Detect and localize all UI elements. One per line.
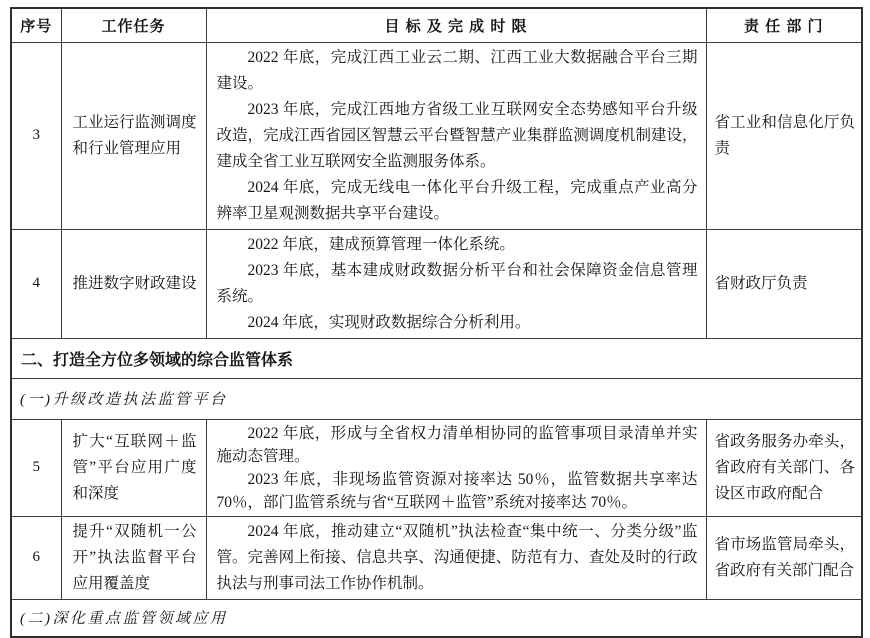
row5-task: 扩大“互联网＋监管”平台应用广度和深度: [61, 419, 206, 516]
row3-goals: [206, 42, 706, 229]
section-row-minor: [11, 599, 862, 637]
row3-goal-paragraph: 2023 年底，完成江西地方省级工业互联网安全态势感知平台升级改造，完成江西省园区智慧云平台暨智慧产业集群监测调度机制建设，建成全省工业互联网安全监测服务体系。: [216, 100, 698, 170]
row5-number: 5: [11, 419, 61, 516]
section-2-heading: 二、打造全方位多领域的综合监管体系: [11, 338, 862, 378]
table-row-task-6: [11, 516, 862, 599]
table-header-row: [11, 8, 862, 42]
table-row-task-3: [11, 42, 862, 229]
section-row-major: [11, 338, 862, 378]
row6-task: 提升“双随机一公开”执法监督平台应用覆盖度: [61, 516, 206, 599]
header-department: 责 任 部 门: [706, 8, 862, 42]
row6-goals: [206, 516, 706, 599]
row4-goals: [206, 229, 706, 338]
row3-number: 3: [11, 42, 61, 229]
row4-department: 省财政厅负责: [706, 229, 862, 338]
table-row-task-5: [11, 419, 862, 516]
section-row-minor: [11, 378, 862, 419]
row5-goals: [206, 419, 706, 516]
row4-task: 推进数字财政建设: [61, 229, 206, 338]
row6-number: 6: [11, 516, 61, 599]
row3-department: 省工业和信息化厅负责: [706, 42, 862, 229]
row4-goal-paragraph: 2023 年底，基本建成财政数据分析平台和社会保障资金信息管理系统。: [216, 261, 698, 305]
row5-goal-paragraph: 2022 年底，形成与全省权力清单相协同的监管事项目录清单并实施动态管理。: [216, 424, 698, 465]
row3-goal-paragraph: 2022 年底，完成江西工业云二期、江西工业大数据融合平台三期建设。: [216, 48, 698, 92]
table-row-task-4: [11, 229, 862, 338]
row6-department: 省市场监管局牵头，省政府有关部门配合: [706, 516, 862, 599]
row3-task: 工业运行监测调度和行业管理应用: [61, 42, 206, 229]
header-task: 工作任务: [61, 8, 206, 42]
work-plan-table: [10, 7, 863, 638]
row5-goal-paragraph: 2023 年底，非现场监管资源对接率达 50％，监管数据共享率达 70％，部门监管系统与省“互联网＋监管”系统对接率达 70％。: [216, 470, 698, 511]
header-goal: 目 标 及 完 成 时 限: [206, 8, 706, 42]
row4-goal-paragraph: 2022 年底，建成预算管理一体化系统。: [247, 235, 515, 253]
row4-number: 4: [11, 229, 61, 338]
section-2-2-heading: (二)深化重点监管领域应用: [11, 599, 862, 637]
row6-goal-paragraph: 2024 年底，推动建立“双随机”执法检查“集中统一、分类分级”监管。完善网上衔接、信息共享、沟通便捷、防范有力、查处及时的行政执法与刑事司法工作协作机制。: [216, 522, 698, 592]
row4-goal-paragraph: 2024 年底，实现财政数据综合分析利用。: [247, 313, 531, 331]
row5-department: 省政务服务办牵头，省政府有关部门、各设区市政府配合: [706, 419, 862, 516]
section-2-1-heading: (一)升级改造执法监管平台: [11, 378, 862, 419]
row3-goal-paragraph: 2024 年底，完成无线电一体化平台升级工程，完成重点产业高分辨率卫星观测数据共享平台建设。: [216, 178, 698, 222]
header-number: 序号: [11, 8, 61, 42]
